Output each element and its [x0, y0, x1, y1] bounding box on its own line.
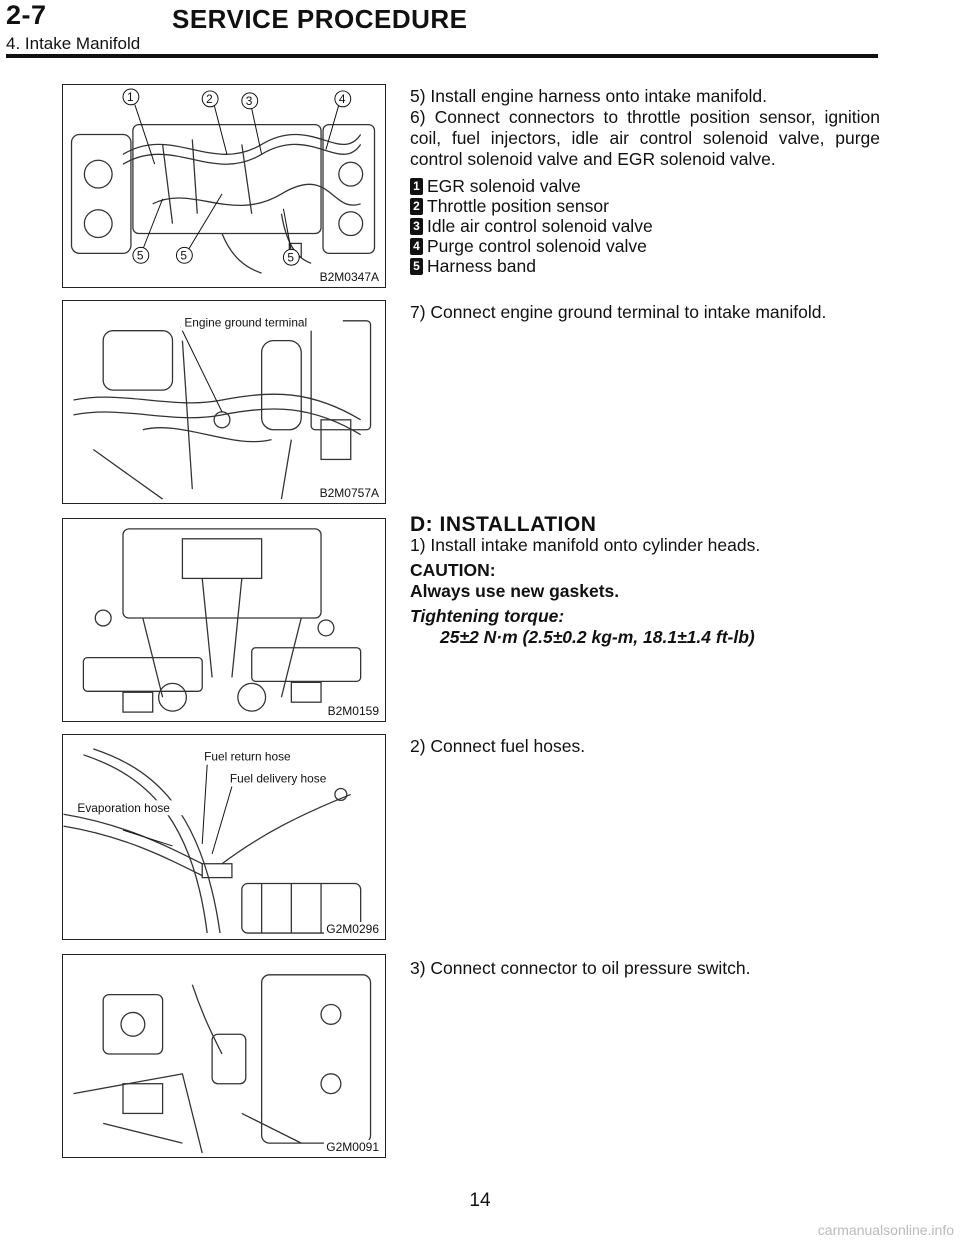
engine-harness-illustration [63, 85, 385, 287]
caution-label: CAUTION: [410, 560, 496, 580]
legend-item: 4 Purge control solenoid valve [410, 236, 880, 256]
oil-switch-step [410, 958, 880, 979]
fuel-hose-step [410, 736, 880, 757]
figure-installation [62, 518, 386, 722]
figure-fuel-hoses [62, 734, 386, 940]
watermark: carmanualsonline.info [817, 1222, 954, 1238]
section-subtitle: 4. Intake Manifold [6, 34, 141, 53]
section-heading: D: INSTALLATION [410, 513, 597, 536]
step-1: 1) Install intake manifold onto cylinder heads. [410, 535, 761, 555]
label-fuel-return-hose: Fuel return hose [204, 749, 291, 764]
step-3: 3) Connect connector to oil pressure switch. [410, 958, 751, 978]
legend-item: 1 EGR solenoid valve [410, 176, 880, 196]
step-7: 7) Connect engine ground terminal to intake manifold. [410, 302, 827, 322]
figure-code: B2M0159 [327, 704, 379, 718]
figure-code: B2M0347A [319, 270, 379, 284]
ground-terminal-illustration [63, 301, 385, 503]
torque-value: 25±2 N·m (2.5±0.2 kg-m, 18.1±1.4 ft-lb) [440, 627, 755, 647]
page-number: 14 [469, 1190, 491, 1211]
callout-5c: 5 [287, 250, 294, 265]
figure-oil-pressure-switch [62, 954, 386, 1158]
harness-steps [410, 86, 880, 276]
header-rule [6, 54, 878, 58]
figure-code: G2M0091 [326, 1140, 379, 1154]
caution-text: Always use new gaskets. [410, 581, 620, 601]
label-evaporation-hose: Evaporation hose [77, 801, 170, 816]
callout-5a: 5 [136, 248, 144, 263]
page-title: SERVICE PROCEDURE [172, 4, 468, 34]
callout-1: 1 [126, 89, 134, 104]
torque-label: Tightening torque: [410, 606, 565, 626]
figure-ground-terminal [62, 300, 386, 504]
callout-5b: 5 [180, 248, 188, 263]
callout-4: 4 [338, 91, 346, 106]
installation-illustration [63, 519, 385, 721]
section-number: 2-7 [6, 0, 47, 30]
step-2: 2) Connect fuel hoses. [410, 736, 586, 756]
label-engine-ground-terminal: Engine ground terminal [184, 315, 308, 330]
callout-2: 2 [206, 91, 213, 106]
legend-item: 5 Harness band [410, 256, 880, 276]
oil-pressure-switch-illustration [63, 955, 385, 1157]
label-fuel-delivery-hose: Fuel delivery hose [229, 771, 327, 786]
legend-item: 2 Throttle position sensor [410, 196, 880, 216]
installation-steps [410, 514, 880, 648]
figure-code: B2M0757A [319, 486, 379, 500]
step-5: 5) Install engine harness onto intake manifold. [410, 86, 768, 106]
step-6: 6) Connect connectors to throttle position sensor, ignition coil, fuel injectors, idle air control solenoid valve, purge control solenoid valve and EGR solenoid valve. [410, 107, 880, 169]
ground-step [410, 302, 880, 323]
figure-code: G2M0296 [326, 922, 379, 936]
fuel-hoses-illustration [63, 735, 385, 939]
legend-item: 3 Idle air control solenoid valve [410, 216, 880, 236]
figure-engine-harness [62, 84, 386, 288]
callout-3: 3 [245, 93, 253, 108]
